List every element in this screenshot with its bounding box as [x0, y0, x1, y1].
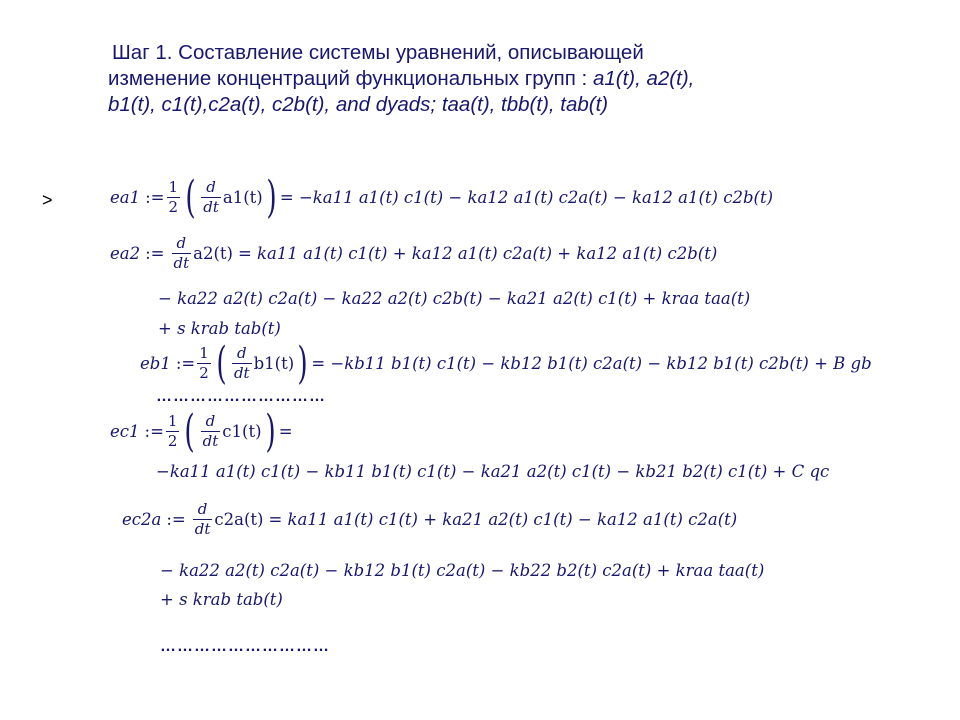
ellipsis-separator-2: ………………………… — [160, 638, 330, 655]
eq-target: a2(t) — [193, 244, 233, 263]
eq-name: ec1 — [110, 422, 140, 442]
right-paren: ) — [266, 172, 277, 223]
eq-name: ec2a — [122, 510, 162, 529]
left-paren: ( — [185, 172, 196, 223]
derivative-operator: $\frac{d}{dt}$ — [202, 412, 219, 451]
eq-target: c2a(t) — [214, 510, 264, 529]
eq-name: ea2 — [110, 244, 141, 263]
equation-ec2a — [122, 502, 737, 537]
heading-line-1: Шаг 1. Составление системы уравнений, описывающей — [112, 41, 644, 64]
eq-assign: := — [144, 422, 164, 442]
eq-rhs: = −kb11 b1(t) c1(t) − kb12 b1(t) c2a(t) − kb12 b1(t) c2b(t) + B gb — [311, 354, 872, 374]
eq-target: b1(t) — [253, 354, 295, 374]
eq-rhs-line-1: = ka11 a1(t) c1(t) + ka12 a1(t) c2a(t) + ka12 a1(t) c2b(t) — [237, 244, 718, 263]
heading-line-2-vars: a1(t), a2(t), — [592, 67, 695, 90]
eq-assign: := — [166, 510, 186, 529]
equation-ea2-line-2: − ka22 a2(t) c2a(t) − ka22 a2(t) c2b(t) − ka21 a2(t) c1(t) + kraa taa(t) — [158, 289, 751, 308]
equation-ea1 — [110, 172, 774, 223]
eq-rhs-line-1: = ka11 a1(t) c1(t) + ka21 a2(t) c1(t) − ka12 a1(t) c2a(t) — [268, 510, 738, 529]
heading-line-3: b1(t), c1(t),c2a(t), c2b(t), and dyads; taa(t), tbb(t), tab(t) — [108, 93, 609, 116]
half-fraction: $\frac{1}{2}$ — [167, 412, 178, 451]
equation-ea2-line-3: + s krab tab(t) — [158, 319, 281, 338]
derivative-operator: $\frac{d}{dt}$ — [173, 234, 190, 272]
equation-eb1 — [140, 338, 872, 389]
equation-ec2a-line-3: + s krab tab(t) — [160, 590, 283, 609]
maple-prompt: > — [42, 190, 53, 210]
slide-heading — [108, 40, 908, 118]
left-paren: ( — [216, 338, 227, 389]
eq-name: eb1 — [140, 354, 171, 374]
heading-line-2 — [108, 66, 908, 92]
right-paren: ) — [264, 406, 276, 457]
eq-rhs-line-1: = — [278, 422, 293, 442]
eq-assign: := — [145, 244, 165, 263]
left-paren: ( — [184, 406, 196, 457]
half-fraction: $\frac{1}{2}$ — [199, 344, 209, 383]
half-fraction: $\frac{1}{2}$ — [168, 178, 179, 217]
equation-ec1 — [110, 406, 293, 457]
equation-ec1-line-2: −ka11 a1(t) c1(t) − kb11 b1(t) c1(t) − ka21 a2(t) c1(t) − kb21 b2(t) c1(t) + C qc — [156, 462, 830, 481]
eq-target: c1(t) — [222, 422, 262, 442]
equation-ea2 — [110, 236, 717, 271]
heading-line-2-text: изменение концентраций функциональных групп : — [108, 67, 593, 90]
eq-assign: := — [175, 354, 196, 374]
derivative-operator: $\frac{d}{dt}$ — [203, 178, 219, 217]
derivative-operator: $\frac{d}{dt}$ — [194, 500, 211, 538]
right-paren: ) — [297, 338, 308, 389]
eq-name: ea1 — [110, 188, 141, 208]
eq-rhs: = −ka11 a1(t) c1(t) − ka12 a1(t) c2a(t) − ka12 a1(t) c2b(t) — [279, 188, 774, 208]
ellipsis-separator-1: ………………………… — [156, 388, 326, 405]
derivative-operator: $\frac{d}{dt}$ — [233, 344, 250, 383]
eq-assign: := — [145, 188, 165, 208]
equation-ec2a-line-2: − ka22 a2(t) c2a(t) − kb12 b1(t) c2a(t) − kb22 b2(t) c2a(t) + kraa taa(t) — [160, 561, 765, 580]
eq-target: a1(t) — [222, 188, 263, 208]
